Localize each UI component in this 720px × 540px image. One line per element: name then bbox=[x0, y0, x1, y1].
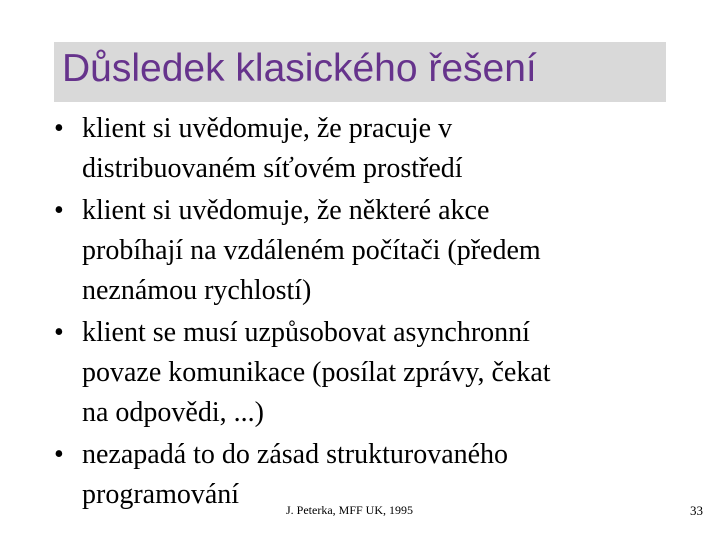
bullet-line: klient si uvědomuje, že pracuje v bbox=[82, 113, 453, 144]
bullet-line: povaze komunikace (posílat zprávy, čekat bbox=[82, 357, 551, 388]
bullet-icon: • bbox=[54, 317, 64, 348]
bullet-item bbox=[54, 313, 674, 433]
bullet-line: programování bbox=[82, 479, 240, 510]
title-bar bbox=[54, 42, 666, 102]
slide-title: Důsledek klasického řešení bbox=[62, 47, 537, 90]
bullet-icon: • bbox=[54, 113, 64, 144]
footer-author: J. Peterka, MFF UK, 1995 bbox=[286, 503, 414, 517]
bullet-line: na odpovědi, ...) bbox=[82, 397, 264, 428]
bullet-line: neznámou rychlostí) bbox=[82, 275, 312, 306]
bullet-icon: • bbox=[54, 439, 64, 470]
bullet-icon: • bbox=[54, 195, 64, 226]
bullet-line: nezapadá to do zásad strukturovaného bbox=[82, 439, 509, 470]
bullet-list bbox=[54, 109, 674, 517]
bullet-line: klient si uvědomuje, že některé akce bbox=[82, 195, 490, 226]
bullet-line: distribuovaném síťovém prostředí bbox=[82, 153, 463, 184]
bullet-line: probíhají na vzdáleném počítači (předem bbox=[82, 235, 541, 266]
bullet-item bbox=[54, 109, 674, 189]
bullet-item bbox=[54, 191, 674, 311]
page-number: 33 bbox=[690, 503, 703, 518]
bullet-line: klient se musí uzpůsobovat asynchronní bbox=[82, 317, 530, 348]
